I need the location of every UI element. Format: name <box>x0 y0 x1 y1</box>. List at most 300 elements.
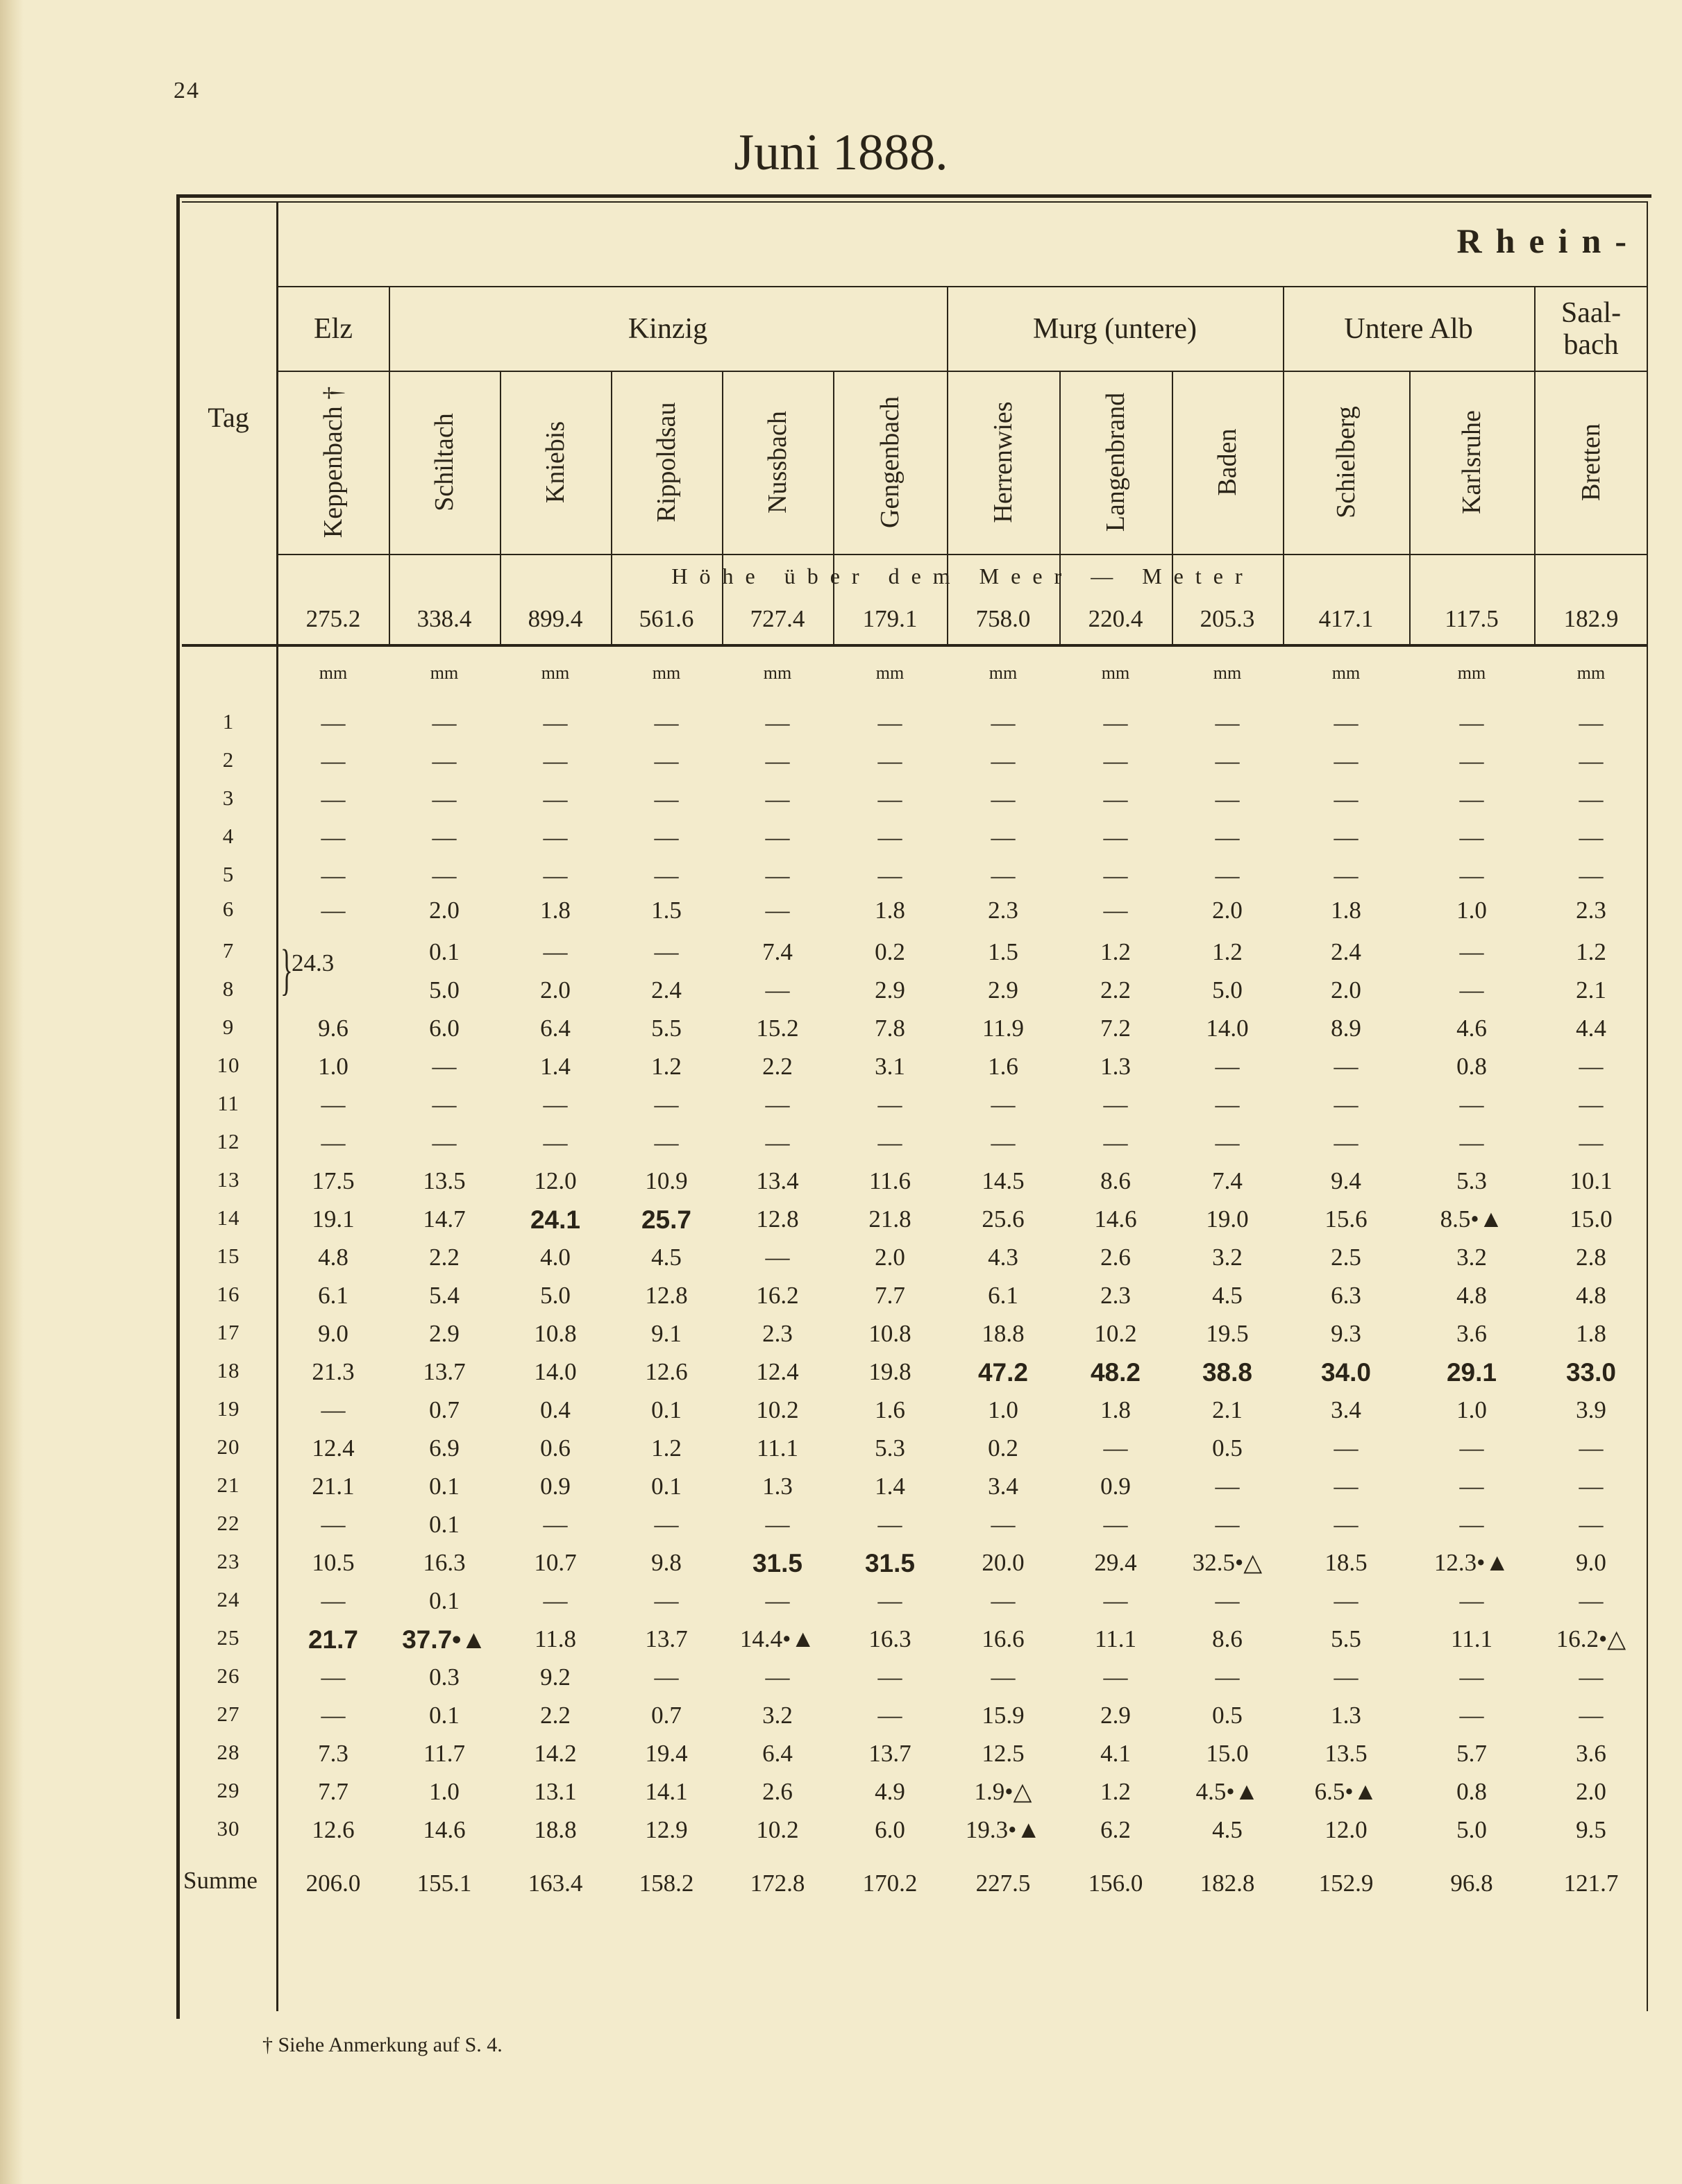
station-altitude: 417.1 <box>1318 605 1374 632</box>
table-cell: 14.0 <box>1206 1015 1249 1042</box>
table-cell: — <box>1215 1053 1240 1080</box>
station-name: Rippoldsau <box>652 402 681 523</box>
day-number: 8 <box>222 976 235 1001</box>
day-number: 25 <box>217 1625 240 1650</box>
table-row <box>0 1740 1682 1768</box>
table-cell: 1.8 <box>540 897 571 924</box>
table-cell: — <box>1459 1473 1484 1500</box>
table-cell: 1.2 <box>1100 938 1131 965</box>
table-cell: 9.1 <box>651 1320 682 1347</box>
table-cell: — <box>543 709 568 736</box>
table-cell: 6.1 <box>988 1282 1018 1309</box>
table-cell: 10.2 <box>1094 1320 1137 1347</box>
table-cell: 21.1 <box>312 1473 355 1500</box>
table-cell: 6.5•▲ <box>1314 1778 1378 1805</box>
table-cell: — <box>877 824 902 851</box>
table-cell: 13.1 <box>534 1778 577 1805</box>
altitude-caption: Höhe über dem Meer — Meter <box>671 564 1254 589</box>
table-cell: — <box>1215 1091 1240 1118</box>
table-cell: 9.0 <box>1576 1549 1606 1576</box>
day-number: 17 <box>217 1320 240 1344</box>
table-cell: — <box>1215 862 1240 889</box>
table-cell: — <box>1103 747 1128 774</box>
table-cell: 11.9 <box>982 1015 1024 1042</box>
table-cell: — <box>321 747 346 774</box>
table-cell: 5.0 <box>1212 976 1243 1004</box>
table-cell: 1.2 <box>1100 1778 1131 1805</box>
day-number: 7 <box>222 938 235 963</box>
table-cell: 1.6 <box>988 1053 1018 1080</box>
table-cell: — <box>765 709 790 736</box>
table-cell: 29.4 <box>1094 1549 1137 1576</box>
table-cell: 48.2 <box>1090 1358 1141 1387</box>
table-cell: — <box>877 1091 902 1118</box>
table-cell: — <box>1459 1091 1484 1118</box>
table-cell: — <box>765 747 790 774</box>
table-cell: 2.3 <box>1576 897 1606 924</box>
tag-header: Tag <box>208 402 249 433</box>
table-cell: — <box>1215 786 1240 813</box>
table-cell: 12.5 <box>982 1740 1025 1767</box>
table-cell: 12.3•▲ <box>1433 1549 1510 1576</box>
table-cell: 1.9•△ <box>974 1778 1032 1805</box>
table-cell: 29.1 <box>1446 1358 1497 1387</box>
table-cell: — <box>1103 862 1128 889</box>
river-name: Saal- bach <box>1561 297 1622 361</box>
station-name: Keppenbach † <box>319 386 348 539</box>
station-altitude: 179.1 <box>862 605 918 632</box>
station-altitude: 899.4 <box>528 605 583 632</box>
table-cell: 12.8 <box>756 1205 799 1233</box>
table-cell: — <box>1334 709 1359 736</box>
table-cell: 0.9 <box>540 1473 571 1500</box>
table-cell: — <box>1579 824 1604 851</box>
table-cell: 0.1 <box>651 1396 682 1423</box>
table-cell: 5.7 <box>1456 1740 1487 1767</box>
table-cell: — <box>765 897 790 924</box>
table-cell: 8.6 <box>1100 1167 1131 1194</box>
table-row <box>0 1205 1682 1233</box>
table-cell: 2.2 <box>540 1702 571 1729</box>
day-number: 10 <box>217 1053 240 1077</box>
table-cell: 5.0 <box>429 976 460 1004</box>
table-cell: — <box>1334 1511 1359 1538</box>
page-number: 24 <box>174 78 200 103</box>
table-cell: — <box>1215 1511 1240 1538</box>
table-cell: 15.6 <box>1324 1205 1368 1233</box>
station-name: Bretten <box>1576 423 1606 501</box>
table-cell: 15.2 <box>756 1015 799 1042</box>
table-cell: — <box>432 1053 457 1080</box>
table-cell: 9.3 <box>1331 1320 1361 1347</box>
station-altitude: 338.4 <box>417 605 472 632</box>
table-cell: 2.9 <box>1100 1702 1131 1729</box>
table-cell: 4.8 <box>1576 1282 1606 1309</box>
table-cell: — <box>543 1091 568 1118</box>
table-cell: 11.1 <box>1451 1625 1492 1652</box>
table-cell: 32.5•△ <box>1192 1549 1263 1576</box>
table-cell: 1.5 <box>651 897 682 924</box>
unit-label: mm <box>1576 663 1606 683</box>
day-number: 12 <box>217 1129 240 1153</box>
day-number: 29 <box>217 1778 240 1802</box>
table-cell: 0.6 <box>540 1434 571 1462</box>
table-cell: — <box>991 1091 1016 1118</box>
table-cell: 2.0 <box>540 976 571 1004</box>
day-number: 5 <box>222 862 235 886</box>
table-cell: 19.4 <box>645 1740 688 1767</box>
table-cell: 9.8 <box>651 1549 682 1576</box>
table-cell: — <box>765 1511 790 1538</box>
table-row <box>0 1091 1682 1119</box>
day-number: 26 <box>217 1664 240 1688</box>
table-cell: — <box>1334 1053 1359 1080</box>
table-cell: — <box>654 938 679 965</box>
table-cell: 1.2 <box>651 1434 682 1462</box>
day-number: 2 <box>222 747 235 772</box>
table-cell: — <box>432 824 457 851</box>
table-cell: — <box>1459 1664 1484 1691</box>
table-cell: 7.4 <box>762 938 793 965</box>
table-row <box>0 1396 1682 1424</box>
table-cell: — <box>321 1511 346 1538</box>
table-cell: 2.3 <box>1100 1282 1131 1309</box>
day-number: 21 <box>217 1473 240 1497</box>
table-cell: — <box>765 786 790 813</box>
table-cell: — <box>1459 938 1484 965</box>
table-cell: — <box>1459 1702 1484 1729</box>
table-cell: — <box>1579 1053 1604 1080</box>
table-cell: — <box>1579 1434 1604 1462</box>
table-cell: 12.0 <box>534 1167 577 1194</box>
table-cell: — <box>1579 1511 1604 1538</box>
table-cell: — <box>877 862 902 889</box>
table-cell: 5.3 <box>1456 1167 1487 1194</box>
table-cell: — <box>1334 747 1359 774</box>
table-cell: 2.3 <box>988 897 1018 924</box>
grid-hline <box>278 554 1647 555</box>
table-cell: — <box>1103 897 1128 924</box>
table-row <box>0 1167 1682 1195</box>
table-cell: 10.8 <box>534 1320 577 1347</box>
table-cell: 1.2 <box>1212 938 1243 965</box>
table-inner-top-rule <box>182 201 1648 203</box>
table-cell: — <box>877 1664 902 1691</box>
unit-label: mm <box>319 663 348 683</box>
table-cell: 12.6 <box>645 1358 688 1385</box>
table-cell: — <box>432 709 457 736</box>
table-row <box>0 1053 1682 1081</box>
table-cell: 14.2 <box>534 1740 577 1767</box>
day-number: 14 <box>217 1205 240 1230</box>
day-number: 4 <box>222 824 235 848</box>
table-cell: 2.0 <box>1576 1778 1606 1805</box>
table-cell: — <box>1579 1473 1604 1500</box>
station-name: Nussbach <box>763 411 792 514</box>
table-cell: — <box>877 747 902 774</box>
table-cell: 14.0 <box>534 1358 577 1385</box>
table-cell: 13.7 <box>423 1358 466 1385</box>
table-cell: 2.8 <box>1576 1244 1606 1271</box>
table-cell: 0.2 <box>875 938 905 965</box>
table-cell: — <box>543 747 568 774</box>
table-cell: 1.3 <box>1331 1702 1361 1729</box>
table-cell: — <box>654 1587 679 1614</box>
table-cell: 3.4 <box>1331 1396 1361 1423</box>
table-row <box>0 824 1682 852</box>
table-cell: — <box>765 976 790 1004</box>
table-cell: — <box>991 1129 1016 1156</box>
table-cell: 4.1 <box>1100 1740 1131 1767</box>
table-cell: — <box>1215 1129 1240 1156</box>
table-cell: 14.4•▲ <box>739 1625 816 1652</box>
table-row <box>0 1015 1682 1042</box>
table-cell: — <box>877 709 902 736</box>
table-cell: — <box>1459 1434 1484 1462</box>
table-cell: — <box>543 1129 568 1156</box>
table-cell: 4.5 <box>651 1244 682 1271</box>
table-cell: 2.0 <box>1212 897 1243 924</box>
table-cell: 2.1 <box>1212 1396 1243 1423</box>
table-cell: 21.7 <box>308 1625 358 1654</box>
table-cell: — <box>654 709 679 736</box>
table-cell: — <box>432 1091 457 1118</box>
table-cell: — <box>321 1129 346 1156</box>
table-row <box>0 786 1682 813</box>
table-cell: 10.2 <box>756 1396 799 1423</box>
table-cell: 11.7 <box>423 1740 465 1767</box>
table-cell: — <box>991 862 1016 889</box>
table-cell: 3.4 <box>988 1473 1018 1500</box>
table-cell: — <box>1579 1129 1604 1156</box>
table-cell: 13.4 <box>756 1167 799 1194</box>
table-cell: — <box>321 786 346 813</box>
table-cell: — <box>991 747 1016 774</box>
table-cell: 4.5 <box>1212 1282 1243 1309</box>
table-cell: 3.9 <box>1576 1396 1606 1423</box>
table-cell: — <box>321 824 346 851</box>
day-number: 19 <box>217 1396 240 1421</box>
table-cell: 10.1 <box>1570 1167 1613 1194</box>
table-cell: — <box>1459 1587 1484 1614</box>
table-cell: — <box>321 1587 346 1614</box>
table-cell: 6.4 <box>540 1015 571 1042</box>
table-cell: 16.2•△ <box>1556 1625 1626 1652</box>
unit-label: mm <box>1213 663 1242 683</box>
table-cell: 18.8 <box>534 1816 577 1843</box>
table-cell: — <box>765 1129 790 1156</box>
table-cell: — <box>1459 862 1484 889</box>
table-cell: 2.4 <box>651 976 682 1004</box>
table-cell: — <box>543 1511 568 1538</box>
table-cell: 9.5 <box>1576 1816 1606 1843</box>
table-cell: — <box>1579 862 1604 889</box>
table-row <box>0 1625 1682 1653</box>
table-row <box>0 1244 1682 1271</box>
day-number: 23 <box>217 1549 240 1573</box>
table-cell: 19.8 <box>868 1358 911 1385</box>
grid-hline <box>278 371 1647 372</box>
day-number: 15 <box>217 1244 240 1268</box>
table-cell: 16.3 <box>868 1625 911 1652</box>
table-cell: 1.8 <box>1331 897 1361 924</box>
table-cell: 1.2 <box>651 1053 682 1080</box>
table-row <box>0 976 1682 1004</box>
table-cell: — <box>654 747 679 774</box>
table-cell: — <box>321 1396 346 1423</box>
summe-cell: 182.8 <box>1200 1870 1255 1897</box>
table-cell: 15.0 <box>1570 1205 1613 1233</box>
table-cell: — <box>321 862 346 889</box>
table-cell: 31.5 <box>752 1549 802 1577</box>
table-cell: 4.4 <box>1576 1015 1606 1042</box>
table-cell: — <box>1334 824 1359 851</box>
table-cell: — <box>432 862 457 889</box>
table-cell: 6.0 <box>875 1816 905 1843</box>
table-cell: — <box>765 862 790 889</box>
summe-cell: 158.2 <box>639 1870 694 1897</box>
footnote: † Siehe Anmerkung auf S. 4. <box>262 2033 503 2056</box>
table-cell: 0.1 <box>429 938 460 965</box>
table-cell: — <box>991 1664 1016 1691</box>
table-cell: — <box>654 786 679 813</box>
table-cell: 5.3 <box>875 1434 905 1462</box>
table-cell: — <box>1215 747 1240 774</box>
table-cell: 5.0 <box>1456 1816 1487 1843</box>
unit-label: mm <box>875 663 905 683</box>
table-cell: 13.7 <box>645 1625 688 1652</box>
table-cell: 7.2 <box>1100 1015 1131 1042</box>
table-cell: 10.9 <box>645 1167 688 1194</box>
station-name: Kniebis <box>541 421 570 504</box>
table-cell: — <box>1103 709 1128 736</box>
table-cell: 1.6 <box>875 1396 905 1423</box>
table-cell: 2.9 <box>429 1320 460 1347</box>
table-cell: — <box>1215 1473 1240 1500</box>
table-cell: 4.0 <box>540 1244 571 1271</box>
table-cell: — <box>654 1664 679 1691</box>
table-cell: 2.6 <box>762 1778 793 1805</box>
table-cell: — <box>1579 1702 1604 1729</box>
table-cell: — <box>1215 1664 1240 1691</box>
table-cell: 5.5 <box>1331 1625 1361 1652</box>
table-cell: 0.7 <box>429 1396 460 1423</box>
table-cell: — <box>543 824 568 851</box>
summe-cell: 156.0 <box>1088 1870 1143 1897</box>
table-cell: 3.2 <box>1212 1244 1243 1271</box>
day-number: 28 <box>217 1740 240 1764</box>
summe-cell: 172.8 <box>750 1870 805 1897</box>
table-cell: 9.2 <box>540 1664 571 1691</box>
unit-label: mm <box>1101 663 1130 683</box>
table-cell: 6.0 <box>429 1015 460 1042</box>
table-cell: 0.1 <box>429 1587 460 1614</box>
table-cell: 2.4 <box>1331 938 1361 965</box>
table-cell: 21.8 <box>868 1205 911 1233</box>
table-row <box>0 862 1682 890</box>
table-cell: 2.0 <box>1331 976 1361 1004</box>
table-cell: — <box>1579 1091 1604 1118</box>
table-cell: — <box>1334 1129 1359 1156</box>
table-cell: 1.0 <box>1456 897 1487 924</box>
table-cell: 1.8 <box>1100 1396 1131 1423</box>
table-cell: — <box>543 938 568 965</box>
table-cell: — <box>1103 1091 1128 1118</box>
table-row <box>0 1702 1682 1729</box>
table-cell: 5.0 <box>540 1282 571 1309</box>
table-cell: — <box>1334 862 1359 889</box>
table-cell: — <box>1103 1664 1128 1691</box>
day-number: 16 <box>217 1282 240 1306</box>
table-cell: — <box>1579 1587 1604 1614</box>
station-altitude: 117.5 <box>1445 605 1499 632</box>
summe-cell: 96.8 <box>1450 1870 1493 1897</box>
table-cell: 25.7 <box>641 1205 691 1234</box>
table-cell: 47.2 <box>977 1358 1028 1387</box>
table-cell: — <box>1334 1434 1359 1462</box>
table-cell: 4.6 <box>1456 1015 1487 1042</box>
table-cell: 15.9 <box>982 1702 1025 1729</box>
table-cell: 4.5•▲ <box>1195 1778 1259 1805</box>
table-cell: — <box>1459 976 1484 1004</box>
table-cell: 21.3 <box>312 1358 355 1385</box>
table-cell: — <box>765 824 790 851</box>
table-cell: 2.0 <box>429 897 460 924</box>
table-cell: 19.0 <box>1206 1205 1249 1233</box>
station-name: Schielberg <box>1331 406 1361 518</box>
station-name: Baden <box>1213 428 1242 496</box>
table-cell: 2.3 <box>762 1320 793 1347</box>
day-number: 13 <box>217 1167 240 1192</box>
table-cell: 6.3 <box>1331 1282 1361 1309</box>
table-cell: 37.7•▲ <box>402 1625 487 1654</box>
table-cell: 4.9 <box>875 1778 905 1805</box>
table-cell: 13.5 <box>423 1167 466 1194</box>
table-cell: — <box>321 709 346 736</box>
table-cell: 1.4 <box>540 1053 571 1080</box>
table-cell: — <box>1334 1091 1359 1118</box>
table-cell: — <box>877 786 902 813</box>
table-cell: — <box>991 1511 1016 1538</box>
table-cell: 20.0 <box>982 1549 1025 1576</box>
table-cell: 12.4 <box>312 1434 355 1462</box>
table-cell: 0.8 <box>1456 1053 1487 1080</box>
table-row <box>0 1549 1682 1577</box>
table-cell: — <box>1334 786 1359 813</box>
day-number: 1 <box>222 709 235 734</box>
table-cell: 18.8 <box>982 1320 1025 1347</box>
table-cell: — <box>991 786 1016 813</box>
table-cell: — <box>765 1587 790 1614</box>
grid-hline <box>278 286 1647 287</box>
page-title: Juni 1888. <box>734 124 948 181</box>
table-cell: — <box>543 862 568 889</box>
table-row <box>0 938 1682 966</box>
summe-cell: 206.0 <box>305 1870 361 1897</box>
unit-label: mm <box>1331 663 1361 683</box>
table-cell: 12.9 <box>645 1816 688 1843</box>
table-cell: — <box>1103 1129 1128 1156</box>
table-cell: 8.9 <box>1331 1015 1361 1042</box>
table-cell: — <box>1579 786 1604 813</box>
merged-value-7-8: 24.3 <box>292 949 335 976</box>
unit-label: mm <box>430 663 459 683</box>
table-cell: 34.0 <box>1320 1358 1371 1387</box>
table-cell: 2.1 <box>1576 976 1606 1004</box>
table-cell: — <box>1459 824 1484 851</box>
day-number: 30 <box>217 1816 240 1840</box>
station-altitude: 561.6 <box>639 605 694 632</box>
